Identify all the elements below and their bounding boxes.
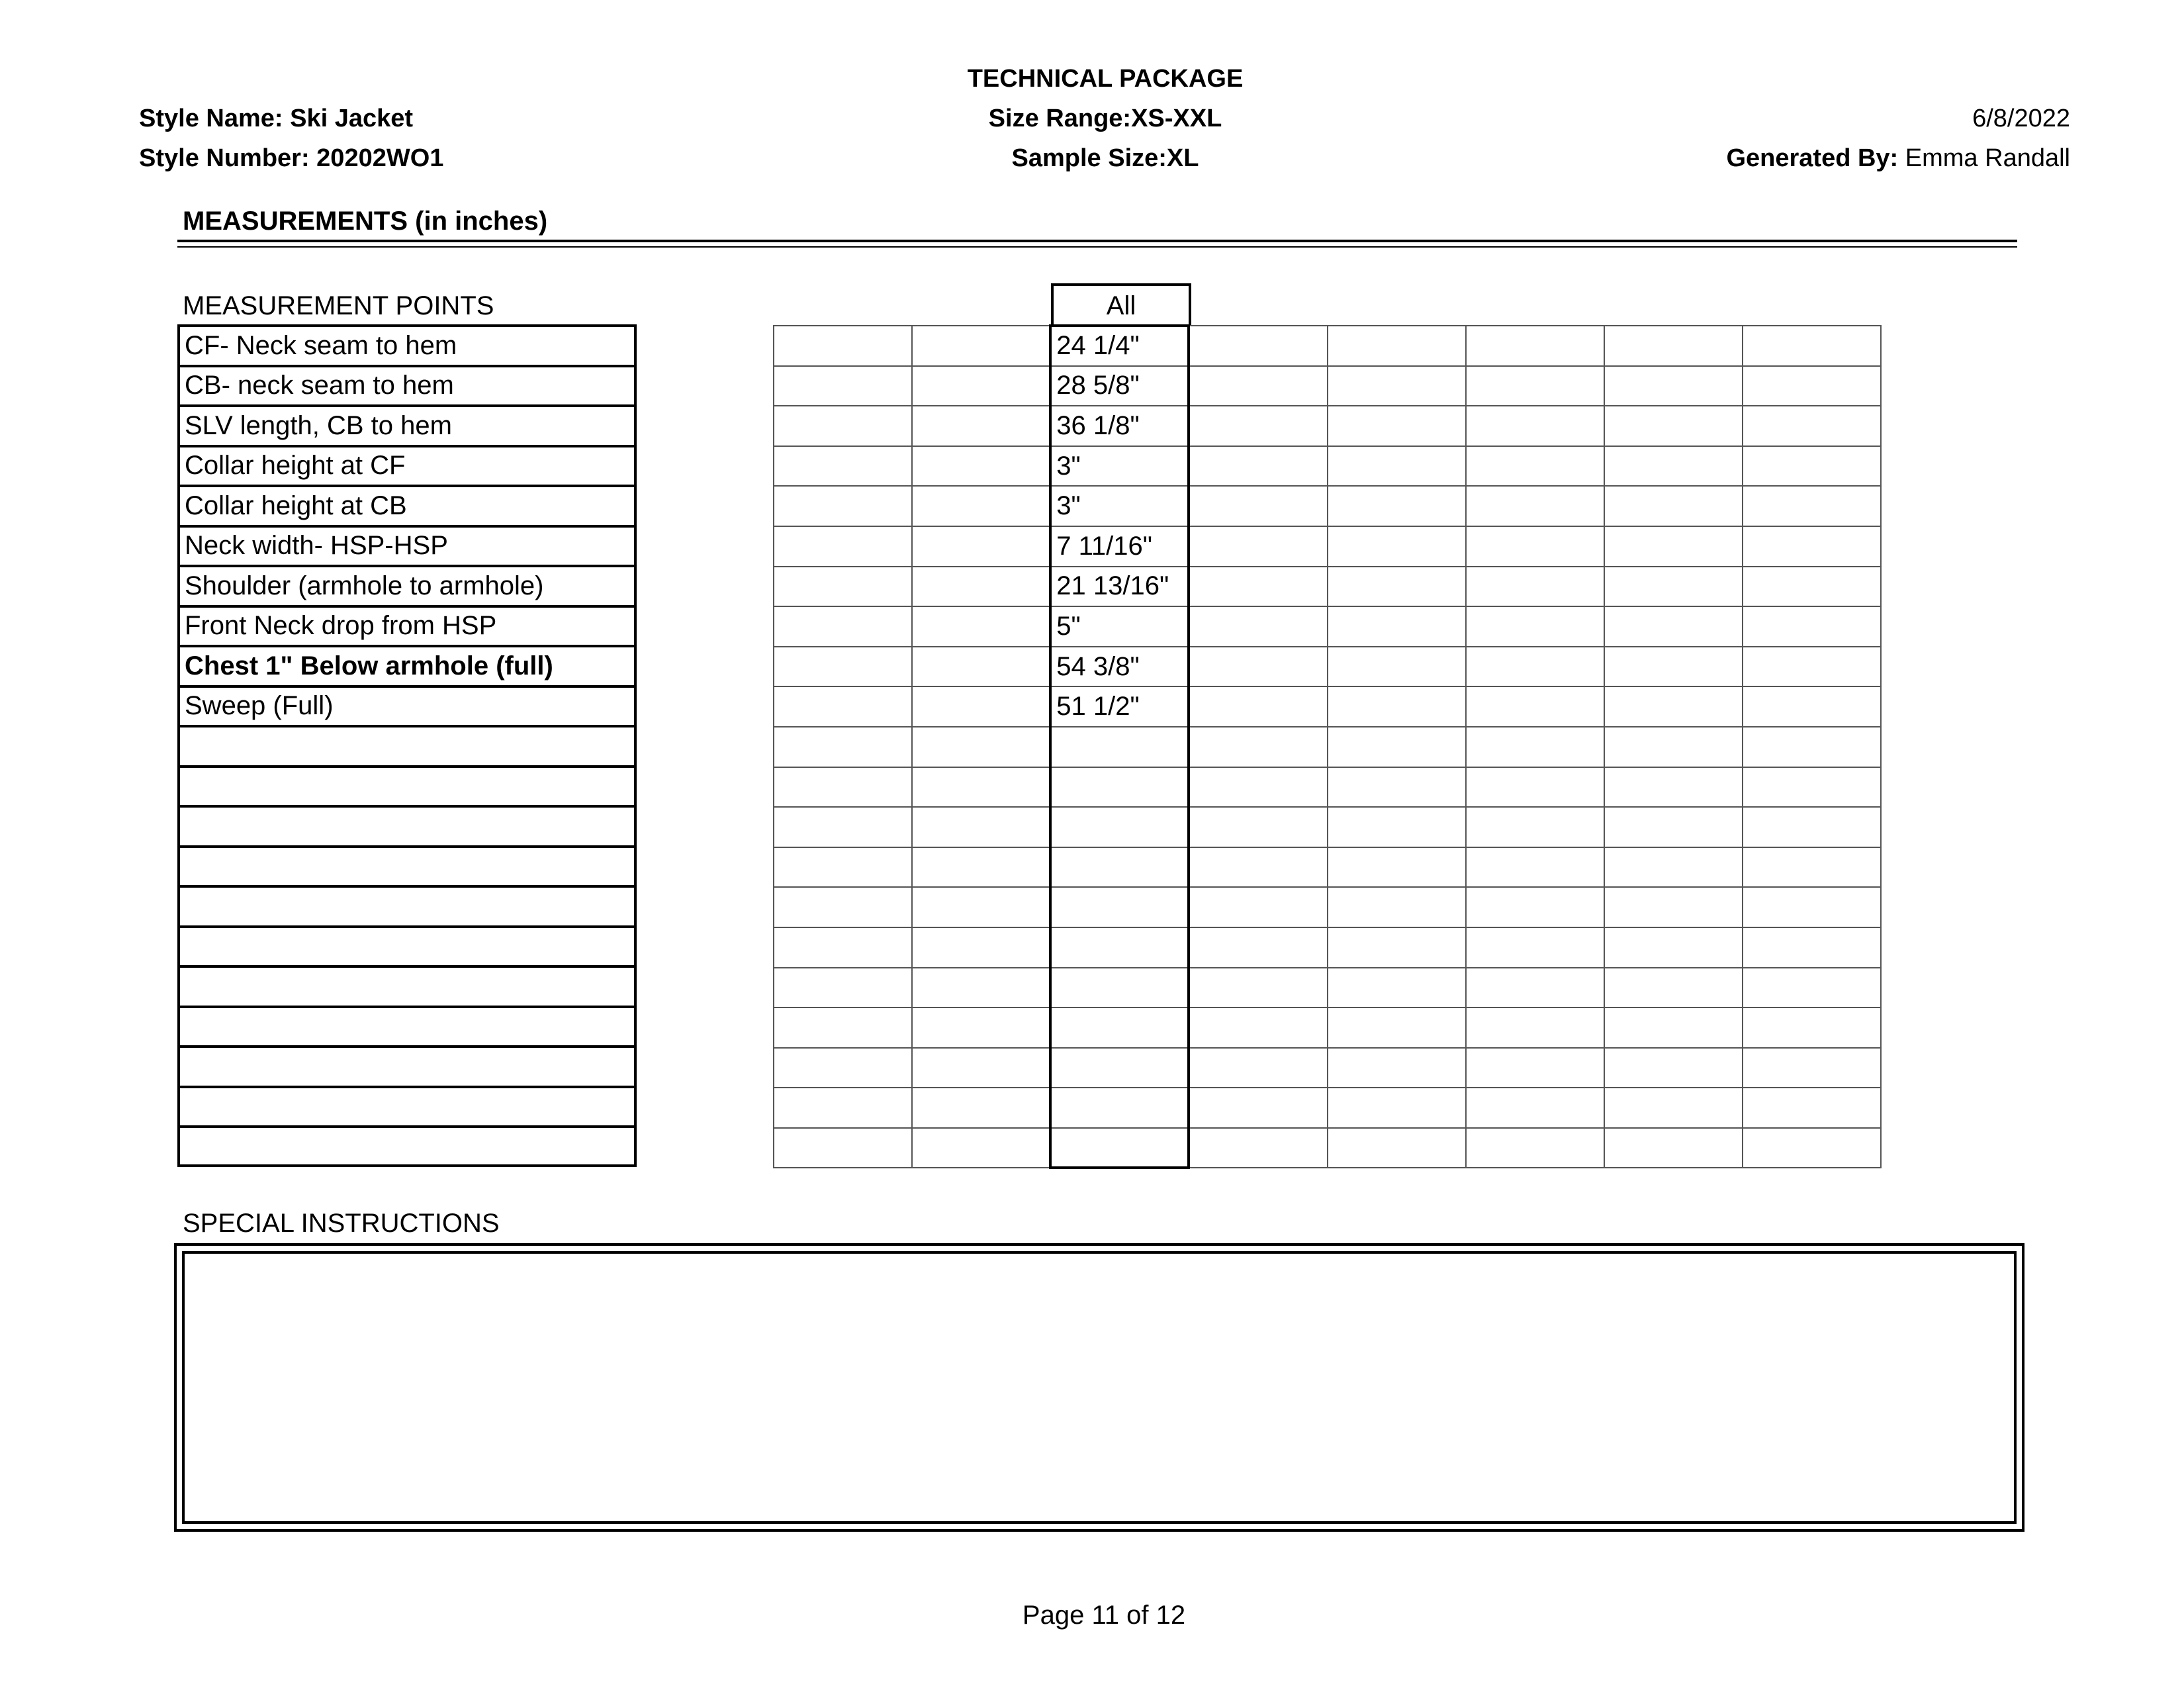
grid-cell <box>1604 968 1743 1008</box>
grid-cell <box>1466 1008 1604 1048</box>
grid-cell <box>774 647 912 687</box>
grid-row <box>774 567 1881 607</box>
grid-cell <box>912 1048 1050 1088</box>
grid-cell <box>774 968 912 1008</box>
size-value-cell <box>1050 807 1189 847</box>
measurement-points-header: MEASUREMENT POINTS <box>183 291 494 320</box>
grid-cell <box>912 647 1050 687</box>
grid-cell <box>1743 526 1881 567</box>
grid-row <box>774 727 1881 767</box>
grid-cell <box>1604 686 1743 727</box>
grid-cell <box>912 326 1050 366</box>
grid-cell <box>1189 1048 1327 1088</box>
measurement-points-list <box>177 324 637 1167</box>
measurement-grid <box>773 324 1882 1169</box>
measurement-point-row <box>180 1088 634 1129</box>
grid-cell <box>1328 326 1466 366</box>
grid-cell <box>1328 807 1466 847</box>
grid-cell <box>1743 446 1881 487</box>
grid-cell <box>1189 1128 1327 1168</box>
grid-cell <box>1466 647 1604 687</box>
measurement-point-row <box>180 1048 634 1088</box>
size-value-cell: 3" <box>1050 446 1189 487</box>
grid-cell <box>1743 1048 1881 1088</box>
grid-cell <box>774 567 912 607</box>
grid-cell <box>1466 567 1604 607</box>
grid-cell <box>1466 406 1604 446</box>
grid-cell <box>1328 366 1466 406</box>
style-number: Style Number: 20202WO1 <box>139 144 444 172</box>
grid-cell <box>1328 887 1466 927</box>
grid-row <box>774 526 1881 567</box>
grid-cell <box>774 727 912 767</box>
measurement-point-row <box>180 968 634 1008</box>
grid-cell <box>1743 326 1881 366</box>
size-value-cell <box>1050 927 1189 968</box>
size-value-cell <box>1050 847 1189 888</box>
grid-cell <box>1328 727 1466 767</box>
measurement-point-row <box>180 888 634 928</box>
grid-cell <box>1743 647 1881 687</box>
grid-cell <box>1466 326 1604 366</box>
grid-row <box>774 406 1881 446</box>
measurement-point-row <box>180 808 634 848</box>
grid-cell <box>1189 686 1327 727</box>
grid-cell <box>1189 1088 1327 1128</box>
section-rule-thin <box>177 246 2017 248</box>
measurement-point-row: CF- Neck seam to hem <box>180 327 634 367</box>
size-value-cell: 36 1/8" <box>1050 406 1189 446</box>
grid-cell <box>1604 526 1743 567</box>
grid-row <box>774 606 1881 647</box>
grid-cell <box>1328 1088 1466 1128</box>
grid-cell <box>774 526 912 567</box>
size-value-cell <box>1050 727 1189 767</box>
grid-row <box>774 807 1881 847</box>
grid-row <box>774 968 1881 1008</box>
grid-cell <box>1743 1088 1881 1128</box>
size-value-cell <box>1050 1128 1189 1168</box>
grid-cell <box>912 686 1050 727</box>
grid-cell <box>1466 927 1604 968</box>
grid-row <box>774 446 1881 487</box>
grid-cell <box>774 887 912 927</box>
grid-cell <box>1743 406 1881 446</box>
style-name: Style Name: Ski Jacket <box>139 105 414 132</box>
grid-cell <box>774 486 912 526</box>
grid-cell <box>1743 887 1881 927</box>
grid-cell <box>1466 807 1604 847</box>
grid-cell <box>1189 486 1327 526</box>
grid-cell <box>1466 606 1604 647</box>
grid-cell <box>912 406 1050 446</box>
grid-cell <box>1743 968 1881 1008</box>
grid-cell <box>1743 1008 1881 1048</box>
sample-size: Sample Size:XL <box>1011 144 1199 172</box>
grid-cell <box>912 1088 1050 1128</box>
measurement-point-row <box>180 727 634 768</box>
grid-cell <box>1466 847 1604 888</box>
grid-cell <box>1466 1048 1604 1088</box>
grid-cell <box>1328 1008 1466 1048</box>
size-value-cell: 5" <box>1050 606 1189 647</box>
grid-cell <box>1743 606 1881 647</box>
section-rule-thick <box>177 240 2017 242</box>
grid-cell <box>1189 567 1327 607</box>
size-value-cell: 51 1/2" <box>1050 686 1189 727</box>
grid-cell <box>1604 366 1743 406</box>
generated-by <box>1726 146 2070 171</box>
measurement-point-row: Shoulder (armhole to armhole) <box>180 567 634 608</box>
grid-cell <box>1604 767 1743 808</box>
grid-cell <box>1189 366 1327 406</box>
grid-cell <box>1189 887 1327 927</box>
grid-cell <box>1604 647 1743 687</box>
grid-cell <box>912 767 1050 808</box>
grid-cell <box>1743 807 1881 847</box>
measurements-section-title: MEASUREMENTS (in inches) <box>183 207 548 236</box>
grid-cell <box>1604 727 1743 767</box>
grid-cell <box>912 1008 1050 1048</box>
grid-cell <box>1189 647 1327 687</box>
grid-cell <box>1743 847 1881 888</box>
size-value-cell <box>1050 1008 1189 1048</box>
grid-cell <box>1743 366 1881 406</box>
size-value-cell: 54 3/8" <box>1050 647 1189 687</box>
grid-cell <box>1328 968 1466 1008</box>
size-value-cell <box>1050 968 1189 1008</box>
grid-cell <box>912 887 1050 927</box>
grid-cell <box>1328 406 1466 446</box>
grid-cell <box>774 366 912 406</box>
grid-cell <box>912 807 1050 847</box>
size-range: Size Range:XS-XXL <box>988 105 1222 132</box>
grid-cell <box>1189 968 1327 1008</box>
special-instructions-field <box>182 1251 2017 1524</box>
grid-cell <box>1189 847 1327 888</box>
grid-cell <box>1604 1008 1743 1048</box>
grid-cell <box>1328 1048 1466 1088</box>
grid-cell <box>1328 686 1466 727</box>
page-number: Page 11 of 12 <box>1022 1601 1186 1630</box>
grid-cell <box>1604 406 1743 446</box>
grid-row <box>774 366 1881 406</box>
grid-cell <box>1328 606 1466 647</box>
grid-cell <box>774 1128 912 1168</box>
grid-cell <box>1466 1128 1604 1168</box>
grid-cell <box>1604 1048 1743 1088</box>
grid-cell <box>1466 526 1604 567</box>
document-title: TECHNICAL PACKAGE <box>967 65 1244 93</box>
grid-cell <box>912 1128 1050 1168</box>
grid-cell <box>1604 446 1743 487</box>
grid-cell <box>1328 1128 1466 1168</box>
grid-cell <box>1466 486 1604 526</box>
measurement-point-row: Sweep (Full) <box>180 688 634 728</box>
size-value-cell: 3" <box>1050 486 1189 526</box>
grid-cell <box>774 847 912 888</box>
grid-cell <box>1328 526 1466 567</box>
grid-cell <box>1466 366 1604 406</box>
grid-cell <box>1604 807 1743 847</box>
grid-row <box>774 1008 1881 1048</box>
special-instructions-box <box>174 1243 2025 1532</box>
grid-cell <box>1604 887 1743 927</box>
grid-cell <box>1604 1128 1743 1168</box>
measurement-point-row: CB- neck seam to hem <box>180 367 634 408</box>
grid-cell <box>912 486 1050 526</box>
grid-cell <box>1466 446 1604 487</box>
size-value-cell: 21 13/16" <box>1050 567 1189 607</box>
grid-cell <box>912 446 1050 487</box>
grid-cell <box>1466 968 1604 1008</box>
grid-cell <box>1189 727 1327 767</box>
grid-cell <box>774 606 912 647</box>
grid-row <box>774 1128 1881 1168</box>
grid-row <box>774 927 1881 968</box>
grid-cell <box>912 567 1050 607</box>
measurement-point-row <box>180 848 634 888</box>
measurement-point-row <box>180 1008 634 1049</box>
grid-cell <box>1604 486 1743 526</box>
grid-row <box>774 847 1881 888</box>
grid-cell <box>1743 567 1881 607</box>
grid-cell <box>1189 606 1327 647</box>
grid-cell <box>774 1008 912 1048</box>
grid-row <box>774 486 1881 526</box>
size-value-cell <box>1050 767 1189 808</box>
document-date: 6/8/2022 <box>1972 105 2070 132</box>
measurement-point-row: Chest 1" Below armhole (full) <box>180 647 634 688</box>
grid-cell <box>1328 647 1466 687</box>
measurement-point-row: Collar height at CF <box>180 447 634 488</box>
size-column-header: All <box>1051 283 1191 326</box>
grid-cell <box>1604 567 1743 607</box>
grid-cell <box>1189 807 1327 847</box>
grid-cell <box>1604 927 1743 968</box>
grid-cell <box>774 686 912 727</box>
grid-row <box>774 887 1881 927</box>
special-instructions-label: SPECIAL INSTRUCTIONS <box>183 1209 500 1238</box>
grid-cell <box>912 847 1050 888</box>
grid-cell <box>1189 927 1327 968</box>
grid-cell <box>1604 606 1743 647</box>
grid-cell <box>1328 847 1466 888</box>
grid-cell <box>774 1088 912 1128</box>
grid-cell <box>774 1048 912 1088</box>
grid-cell <box>774 406 912 446</box>
size-value-cell <box>1050 887 1189 927</box>
grid-row <box>774 647 1881 687</box>
measurement-point-row: Front Neck drop from HSP <box>180 608 634 648</box>
grid-cell <box>774 927 912 968</box>
grid-row <box>774 326 1881 366</box>
grid-cell <box>1743 1128 1881 1168</box>
grid-cell <box>912 727 1050 767</box>
grid-cell <box>1189 326 1327 366</box>
grid-cell <box>1743 927 1881 968</box>
grid-row <box>774 1088 1881 1128</box>
size-value-cell: 24 1/4" <box>1050 326 1189 366</box>
measurement-point-row: Neck width- HSP-HSP <box>180 528 634 568</box>
grid-cell <box>1604 326 1743 366</box>
grid-cell <box>912 606 1050 647</box>
measurement-point-row <box>180 928 634 968</box>
grid-cell <box>1189 767 1327 808</box>
grid-cell <box>1604 847 1743 888</box>
grid-cell <box>1466 767 1604 808</box>
grid-cell <box>774 807 912 847</box>
grid-cell <box>1189 526 1327 567</box>
measurement-point-row: Collar height at CB <box>180 487 634 528</box>
grid-cell <box>1604 1088 1743 1128</box>
grid-cell <box>912 366 1050 406</box>
size-value-cell: 28 5/8" <box>1050 366 1189 406</box>
grid-cell <box>1466 1088 1604 1128</box>
grid-cell <box>774 326 912 366</box>
grid-cell <box>912 927 1050 968</box>
grid-cell <box>1743 686 1881 727</box>
grid-cell <box>1328 446 1466 487</box>
grid-cell <box>1466 727 1604 767</box>
grid-cell <box>1328 927 1466 968</box>
grid-row <box>774 686 1881 727</box>
grid-cell <box>774 446 912 487</box>
grid-cell <box>1743 486 1881 526</box>
size-value-cell <box>1050 1048 1189 1088</box>
grid-row <box>774 1048 1881 1088</box>
grid-cell <box>1189 446 1327 487</box>
size-value-cell <box>1050 1088 1189 1128</box>
grid-cell <box>774 767 912 808</box>
generated-by-label: Generated By: <box>1726 144 1899 172</box>
grid-cell <box>1743 767 1881 808</box>
grid-cell <box>1466 686 1604 727</box>
size-value-cell: 7 11/16" <box>1050 526 1189 567</box>
measurement-point-row <box>180 1128 634 1168</box>
grid-cell <box>1328 567 1466 607</box>
grid-cell <box>912 526 1050 567</box>
grid-cell <box>1466 887 1604 927</box>
grid-cell <box>1328 486 1466 526</box>
grid-cell <box>1189 406 1327 446</box>
grid-cell <box>1328 767 1466 808</box>
grid-cell <box>1743 727 1881 767</box>
generated-by-name: Emma Randall <box>1905 144 2070 172</box>
grid-cell <box>1189 1008 1327 1048</box>
grid-cell <box>912 968 1050 1008</box>
measurement-point-row <box>180 768 634 808</box>
measurement-point-row: SLV length, CB to hem <box>180 407 634 447</box>
grid-row <box>774 767 1881 808</box>
